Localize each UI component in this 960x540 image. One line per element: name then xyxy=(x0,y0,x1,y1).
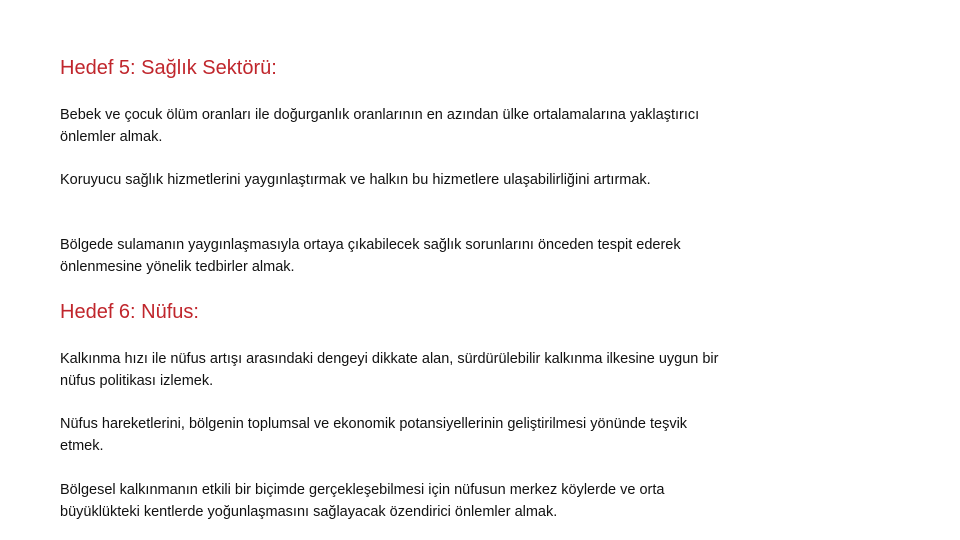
population-goal-paragraph-2: Nüfus hareketlerini, bölgenin toplumsal ve ekonomik potansiyellerinin geliştirilmesi yönünde teşvik etmek. xyxy=(60,416,688,454)
health-goal-paragraph-2: Koruyucu sağlık hizmetlerini yaygınlaştırmak ve halkın bu hizmetlere ulaşabilirliğini artırmak. xyxy=(60,172,651,188)
health-goal-paragraph-1: Bebek ve çocuk ölüm oranları ile doğurganlık oranlarının en azından ülke ortalamalarına yaklaştırıcı önlemler almak. xyxy=(60,107,700,145)
health-goal-paragraph-3: Bölgede sulamanın yaygınlaşmasıyla ortaya çıkabilecek sağlık sorunlarını önceden tespit ederek önlenmesine yönelik tedbirler almak. xyxy=(60,237,681,275)
section-heading-population: Hedef 6: Nüfus: xyxy=(60,301,199,323)
population-goal-paragraph-3: Bölgesel kalkınmanın etkili bir biçimde gerçekleşebilmesi için nüfusun merkez köylerde ve orta büyüklükteki kentlerde yoğunlaşmasını sağlayacak özendirici önlemler almak. xyxy=(60,482,665,520)
population-goal-paragraph-1: Kalkınma hızı ile nüfus artışı arasındaki dengeyi dikkate alan, sürdürülebilir kalkınma ilkesine uygun bir nüfus politikası izlemek. xyxy=(60,351,719,389)
section-heading-health: Hedef 5: Sağlık Sektörü: xyxy=(60,57,277,79)
